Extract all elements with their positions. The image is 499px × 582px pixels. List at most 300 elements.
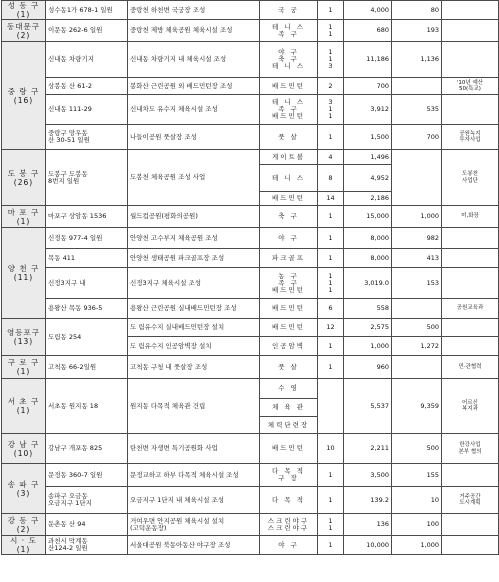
district-cell-line: 송 파 구 bbox=[7, 479, 40, 489]
district-cell-line: 구 로 구 bbox=[7, 358, 40, 367]
budget-cell: 9,359 bbox=[392, 379, 442, 434]
table-row bbox=[2, 125, 499, 150]
note-cell bbox=[442, 95, 499, 125]
location-cell bbox=[46, 206, 128, 228]
area-cell: 15,000 bbox=[344, 206, 392, 228]
location-cell bbox=[46, 150, 128, 206]
project-cell-line: 원지동 다목적 체육관 건립 bbox=[130, 401, 206, 410]
facility-cell-line: 배드민턴 bbox=[271, 112, 306, 120]
project-cell bbox=[128, 536, 260, 555]
note-cell bbox=[442, 536, 499, 555]
project-cell-line: 신내동 차량기지 내 체육시설 조성 bbox=[130, 55, 227, 63]
count-line: 1 bbox=[328, 516, 333, 525]
district-cell-line: (1) bbox=[16, 216, 31, 226]
district-cell bbox=[2, 42, 46, 150]
facility-cell bbox=[260, 20, 318, 42]
count-cell: 10 bbox=[318, 434, 344, 464]
location-cell-line: 강남구 개포동 825 bbox=[48, 444, 103, 452]
budget-cell: 500 bbox=[392, 319, 442, 337]
project-cell-line: 안양천 고수부지 체육공원 조성 bbox=[130, 233, 218, 242]
budget-cell: 535 bbox=[392, 95, 442, 125]
facility-cell bbox=[260, 487, 318, 514]
district-cell-line: (10) bbox=[13, 448, 34, 458]
budget-cell: 1,000 bbox=[392, 536, 442, 555]
note-cell-line: 본부 협의 bbox=[458, 448, 482, 455]
count-cell: 1 bbox=[318, 125, 344, 150]
facility-cell-line: 배드민턴 bbox=[271, 81, 306, 90]
table-row bbox=[2, 206, 499, 228]
location-cell-line: 이문동 262-6 일원 bbox=[48, 26, 103, 34]
project-cell bbox=[128, 299, 260, 319]
facility-cell-line: 야 구 bbox=[278, 233, 299, 242]
count-cell: 8 bbox=[318, 165, 344, 192]
facility-cell-line: 파크골프 bbox=[271, 253, 306, 262]
district-cell bbox=[2, 206, 46, 228]
area-cell: 2,211 bbox=[344, 434, 392, 464]
area-cell: 139.2 bbox=[344, 487, 392, 514]
area-cell: 1,500 bbox=[344, 125, 392, 150]
project-cell-line: 문정교하고 하부 다목적 체육시설 조성 bbox=[130, 470, 239, 479]
count-line: 1 bbox=[328, 523, 333, 532]
facility-cell bbox=[260, 42, 318, 78]
project-cell bbox=[128, 150, 260, 206]
note-cell bbox=[442, 1, 499, 20]
facility-cell-line: 구 장 bbox=[278, 474, 299, 482]
district-cell-line: (2) bbox=[16, 524, 31, 534]
table-row bbox=[2, 78, 499, 95]
project-cell bbox=[128, 228, 260, 249]
location-cell bbox=[46, 95, 128, 125]
facility-cell-line: 배드민턴 bbox=[271, 194, 306, 202]
note-cell-line: 도시계획 bbox=[459, 500, 481, 506]
district-cell-line: (26) bbox=[13, 177, 34, 187]
facility-cell-line: 배드민턴 bbox=[271, 323, 306, 331]
district-cell-line: 마 포 구 bbox=[7, 207, 40, 217]
budget-cell bbox=[392, 150, 442, 206]
area-cell: 8,000 bbox=[344, 249, 392, 268]
district-cell-line: (1) bbox=[16, 545, 31, 554]
note-cell bbox=[442, 206, 499, 228]
project-cell-line: 월드컵공원(평화의공원) bbox=[130, 212, 198, 220]
count-cell: 1 bbox=[318, 206, 344, 228]
facility-cell-line: 국 궁 bbox=[278, 5, 299, 14]
count-cell: 6 bbox=[318, 299, 344, 319]
count-cell: 1 bbox=[318, 1, 344, 20]
district-cell-line: (11) bbox=[13, 273, 34, 282]
area-cell: 8,000 bbox=[344, 228, 392, 249]
area-cell: 10,000 bbox=[344, 536, 392, 555]
budget-cell: 193 bbox=[392, 20, 442, 42]
count-line: 1 bbox=[328, 22, 333, 31]
note-cell bbox=[442, 356, 499, 379]
table-row bbox=[2, 299, 499, 319]
facility-cell bbox=[260, 150, 318, 165]
note-cell-line: 민·관협력 bbox=[458, 363, 482, 370]
count-cell bbox=[318, 95, 344, 125]
project-cell bbox=[128, 1, 260, 20]
count-line: 1 bbox=[328, 105, 333, 113]
location-cell-line: 둔촌동 산 94 bbox=[48, 520, 86, 528]
note-cell-line: 투자사업 bbox=[459, 137, 481, 143]
district-cell bbox=[2, 464, 46, 514]
budget-cell: 500 bbox=[392, 434, 442, 464]
facility-cell-line: 다 목 적 bbox=[272, 467, 305, 475]
district-cell bbox=[2, 514, 46, 536]
note-cell bbox=[442, 464, 499, 487]
project-cell bbox=[128, 42, 260, 78]
note-cell bbox=[442, 150, 499, 206]
facility-cell bbox=[260, 78, 318, 95]
project-cell-line: 탄천변 자생변 특기공원화 사업 bbox=[130, 444, 218, 452]
facility-cell-line: 야 구 bbox=[278, 540, 299, 549]
note-cell-line: 공원교육과 bbox=[456, 305, 484, 312]
note-cell-line: 공원녹지 bbox=[459, 130, 481, 137]
location-cell-line: 성수동1가 678-1 일원 bbox=[48, 5, 113, 14]
count-cell: 1 bbox=[318, 228, 344, 249]
count-cell: 1 bbox=[318, 487, 344, 514]
note-cell-line: 미,화장 bbox=[461, 213, 479, 220]
note-cell bbox=[442, 268, 499, 299]
facility-cell-line: 체력단련장 bbox=[267, 420, 310, 429]
location-cell bbox=[46, 268, 128, 299]
location-cell bbox=[46, 1, 128, 20]
facility-cell-line: 체 육 관 bbox=[272, 403, 305, 411]
note-cell bbox=[442, 228, 499, 249]
facility-cell-line: 테 니 스 bbox=[272, 173, 305, 182]
project-cell bbox=[128, 319, 260, 337]
table-row bbox=[2, 464, 499, 487]
location-cell bbox=[46, 125, 128, 150]
table-row bbox=[2, 20, 499, 42]
project-cell bbox=[128, 514, 260, 536]
count-line: 1 bbox=[328, 48, 333, 56]
facility-cell-line: 테 니 스 bbox=[272, 22, 305, 31]
location-cell bbox=[46, 319, 128, 356]
facility-cell bbox=[260, 206, 318, 228]
location-cell-line: 고척동 66-2일원 bbox=[48, 362, 97, 371]
district-cell-line: (1) bbox=[16, 406, 31, 415]
facility-cell-line: 다 목 적 bbox=[272, 495, 305, 504]
district-cell-line: (1) bbox=[16, 10, 31, 19]
count-cell: 1 bbox=[318, 536, 344, 555]
location-cell bbox=[46, 20, 128, 42]
location-cell bbox=[46, 487, 128, 514]
location-cell bbox=[46, 464, 128, 487]
location-cell-line: 서초동 원지동 18 bbox=[48, 401, 99, 410]
location-cell bbox=[46, 228, 128, 249]
area-cell: 1,000 bbox=[344, 337, 392, 356]
location-cell bbox=[46, 514, 128, 536]
table-row bbox=[2, 536, 499, 555]
facility-cell bbox=[260, 319, 318, 337]
facility-cell-line: 스크린야구 bbox=[267, 523, 310, 532]
location-cell-line: 마포구 상암동 1536 bbox=[48, 212, 107, 220]
area-cell: 11,186 bbox=[344, 42, 392, 78]
facility-cell bbox=[260, 249, 318, 268]
project-cell-line: 도 림유수지 인공암벽장 설치 bbox=[130, 341, 212, 350]
note-cell bbox=[442, 434, 499, 464]
project-cell bbox=[128, 356, 260, 379]
note-cell bbox=[442, 249, 499, 268]
project-cell-line: 신정3지구 체육시설 조성 bbox=[130, 278, 202, 287]
table-row bbox=[2, 42, 499, 78]
facility-cell-line: 배드민턴 bbox=[271, 285, 306, 294]
project-cell bbox=[128, 249, 260, 268]
area-cell: 3,912 bbox=[344, 95, 392, 125]
area-cell: 5,537 bbox=[344, 379, 392, 434]
note-cell bbox=[442, 78, 499, 95]
project-cell-line: 중랑천 하천변 국궁장 조성 bbox=[130, 5, 206, 14]
budget-cell bbox=[392, 356, 442, 379]
district-cell-line: 강 동 구 bbox=[7, 515, 40, 525]
facility-cell-line: 스크린야구 bbox=[267, 516, 310, 525]
note-cell bbox=[442, 125, 499, 150]
district-cell bbox=[2, 20, 46, 42]
count-line: 3 bbox=[328, 62, 333, 70]
location-cell-line: 도림동 254 bbox=[48, 332, 82, 341]
location-cell bbox=[46, 78, 128, 95]
note-cell bbox=[442, 299, 499, 319]
project-cell bbox=[128, 337, 260, 356]
facility-cell-line: 인공암벽 bbox=[271, 341, 306, 350]
location-cell-line: 산 30-51 일원 bbox=[48, 136, 90, 144]
facility-cell-line: 배드민턴 bbox=[271, 444, 306, 452]
facility-cell bbox=[260, 228, 318, 249]
table-row bbox=[2, 150, 499, 165]
district-cell-line: (16) bbox=[13, 95, 34, 105]
facility-cell bbox=[260, 1, 318, 20]
note-cell bbox=[442, 20, 499, 42]
facility-cell bbox=[260, 268, 318, 299]
note-cell-line: 도봉천 bbox=[462, 171, 478, 177]
area-cell: 4,000 bbox=[344, 1, 392, 20]
project-cell bbox=[128, 487, 260, 514]
budget-cell bbox=[392, 299, 442, 319]
table-row bbox=[2, 1, 499, 20]
project-cell bbox=[128, 379, 260, 434]
table-row bbox=[2, 249, 499, 268]
note-cell-line: 50(특교) bbox=[459, 86, 481, 92]
location-cell bbox=[46, 356, 128, 379]
district-cell-line: (1) bbox=[16, 367, 31, 376]
project-cell bbox=[128, 434, 260, 464]
budget-cell: 700 bbox=[392, 125, 442, 150]
facility-cell bbox=[260, 379, 318, 399]
table-row bbox=[2, 319, 499, 337]
area-cell: 3,019.0 bbox=[344, 268, 392, 299]
location-cell-line: 송파구 오금동 bbox=[48, 492, 88, 500]
location-cell bbox=[46, 434, 128, 464]
count-line: 1 bbox=[328, 271, 333, 280]
location-cell-line: 신내동 111-29 bbox=[48, 105, 92, 113]
table-row bbox=[2, 379, 499, 399]
budget-cell: 155 bbox=[392, 464, 442, 487]
count-line: 1 bbox=[328, 55, 333, 63]
note-cell bbox=[442, 319, 499, 337]
district-cell-line: 강 남 구 bbox=[7, 439, 40, 449]
table-row bbox=[2, 514, 499, 536]
count-cell bbox=[318, 514, 344, 536]
table-row bbox=[2, 228, 499, 249]
facility-cell-line: 배드민턴 bbox=[271, 304, 306, 312]
facility-cell bbox=[260, 95, 318, 125]
location-cell-line: 오금지구 1단지 bbox=[48, 499, 92, 507]
district-cell-line: 영등포구 bbox=[7, 328, 40, 337]
facility-cell bbox=[260, 417, 318, 434]
project-cell-line: 안양천 생태공원 파크골프장 조성 bbox=[130, 253, 225, 262]
facility-cell bbox=[260, 514, 318, 536]
count-cell: 1 bbox=[318, 464, 344, 487]
facility-cell-line: 축 구 bbox=[278, 55, 299, 63]
area-cell: 136 bbox=[344, 514, 392, 536]
table-row bbox=[2, 95, 499, 125]
note-cell-line: 사업단 bbox=[462, 177, 478, 184]
project-cell-line: 중랑천 제방 체육공원 체육시설 조성 bbox=[130, 26, 233, 34]
project-cell bbox=[128, 125, 260, 150]
location-cell bbox=[46, 379, 128, 434]
budget-cell: 153 bbox=[392, 268, 442, 299]
count-line: 1 bbox=[328, 29, 333, 38]
location-cell bbox=[46, 42, 128, 78]
district-cell bbox=[2, 536, 46, 555]
facility-cell bbox=[260, 299, 318, 319]
budget-cell: 10 bbox=[392, 487, 442, 514]
district-cell-line: 시 · 도 bbox=[10, 536, 37, 545]
area-cell: 680 bbox=[344, 20, 392, 42]
count-cell: 2 bbox=[318, 78, 344, 95]
count-line: 1 bbox=[328, 285, 333, 294]
project-cell-line: 고척동 구청 내 풋살장 조성 bbox=[130, 362, 208, 371]
budget-cell: 1,272 bbox=[392, 337, 442, 356]
budget-cell bbox=[392, 78, 442, 95]
project-cell-line: 오금지구 1단지 내 체육시설 조성 bbox=[130, 495, 225, 504]
note-cell-line: 한강사업 bbox=[459, 442, 481, 448]
table-row bbox=[2, 434, 499, 464]
count-cell bbox=[318, 42, 344, 78]
budget-cell: 1,000 bbox=[392, 206, 442, 228]
facility-cell-line: 족 구 bbox=[278, 278, 299, 287]
facility-cell-line: 야 구 bbox=[278, 48, 299, 56]
location-cell bbox=[46, 536, 128, 555]
table-row bbox=[2, 356, 499, 379]
project-cell-line: 거여우면 안지공원 체육시설 설치 bbox=[130, 516, 225, 525]
project-cell-line: 신내차도 유수지 체육시설 조성 bbox=[130, 105, 218, 113]
note-cell-line: 복지과 bbox=[462, 406, 478, 412]
area-cell: 4,952 bbox=[344, 165, 392, 192]
project-cell bbox=[128, 464, 260, 487]
location-cell-line: 도봉구 도봉동 bbox=[48, 169, 88, 178]
facility-cell-line: 축 구 bbox=[278, 212, 299, 220]
project-cell-line: 도봉천 체육공원 조성 사업 bbox=[130, 173, 206, 181]
area-cell: 2,575 bbox=[344, 319, 392, 337]
project-cell bbox=[128, 20, 260, 42]
location-cell-line: 용왕산 목동 936-5 bbox=[48, 304, 103, 312]
location-cell-line: 상봉동 산 61-2 bbox=[48, 81, 93, 90]
note-cell bbox=[442, 514, 499, 536]
location-cell bbox=[46, 299, 128, 319]
sports-facility-table bbox=[1, 0, 499, 555]
area-cell: 700 bbox=[344, 78, 392, 95]
note-cell-line: '10년 예산 bbox=[456, 79, 484, 86]
location-cell-line: 8번지 일원 bbox=[48, 176, 80, 185]
location-cell-line: 중랑구 망우동 bbox=[48, 129, 88, 137]
project-cell bbox=[128, 95, 260, 125]
count-cell bbox=[318, 379, 344, 434]
location-cell-line: 산124-2 일원 bbox=[48, 544, 88, 552]
district-cell-line: (2) bbox=[16, 30, 31, 40]
project-cell-line: 봉화산 근린공원 외 배드민턴장 조성 bbox=[130, 81, 233, 90]
facility-cell bbox=[260, 464, 318, 487]
facility-cell-line: 풋 살 bbox=[278, 362, 299, 371]
district-cell-line: 서 초 구 bbox=[7, 397, 40, 406]
facility-cell-line: 테 니 스 bbox=[272, 98, 305, 106]
note-cell bbox=[442, 42, 499, 78]
count-line: 1 bbox=[328, 112, 333, 120]
facility-cell-line: 풋 살 bbox=[278, 132, 299, 141]
note-cell bbox=[442, 337, 499, 356]
project-cell-line: 서울대공원 북동아동산 야구장 조성 bbox=[130, 540, 231, 549]
project-cell-line: 도 림유수지 실내배드민턴장 설치 bbox=[130, 323, 225, 331]
area-cell: 558 bbox=[344, 299, 392, 319]
district-cell bbox=[2, 319, 46, 356]
budget-cell: 80 bbox=[392, 1, 442, 20]
facility-cell bbox=[260, 434, 318, 464]
facility-cell bbox=[260, 165, 318, 192]
count-cell: 12 bbox=[318, 319, 344, 337]
project-cell-line: 나들이공원 풋살장 조성 bbox=[130, 132, 197, 141]
facility-cell-line: 족 구 bbox=[278, 105, 299, 113]
budget-cell: 413 bbox=[392, 249, 442, 268]
area-cell: 1,496 bbox=[344, 150, 392, 165]
location-cell-line: 과천시 막계동 bbox=[48, 537, 88, 545]
facility-cell-line: 족 구 bbox=[278, 29, 299, 38]
count-cell: 4 bbox=[318, 150, 344, 165]
district-cell-line: 동대문구 bbox=[7, 21, 40, 31]
district-cell-line: 도 봉 구 bbox=[7, 168, 40, 178]
area-cell: 960 bbox=[344, 356, 392, 379]
district-cell-line: 양 천 구 bbox=[7, 264, 40, 273]
note-cell bbox=[442, 487, 499, 514]
count-line: 3 bbox=[328, 98, 333, 106]
district-cell bbox=[2, 434, 46, 464]
count-cell: 1 bbox=[318, 249, 344, 268]
location-cell-line: 신내동 차량기지 bbox=[48, 55, 95, 63]
count-cell bbox=[318, 20, 344, 42]
table-row bbox=[2, 268, 499, 299]
location-cell-line: 신정3지구 내 bbox=[48, 278, 86, 287]
project-cell bbox=[128, 268, 260, 299]
area-cell: 2,186 bbox=[344, 192, 392, 206]
district-cell-line: (3) bbox=[16, 488, 31, 498]
count-cell: 14 bbox=[318, 192, 344, 206]
district-cell bbox=[2, 150, 46, 206]
district-cell bbox=[2, 228, 46, 319]
note-cell-line: 어르신 bbox=[462, 399, 478, 406]
facility-cell bbox=[260, 536, 318, 555]
note-cell bbox=[442, 379, 499, 434]
facility-cell bbox=[260, 399, 318, 417]
count-line: 1 bbox=[328, 278, 333, 287]
location-cell-line: 문정동 360-7 일원 bbox=[48, 470, 103, 479]
budget-cell: 1,136 bbox=[392, 42, 442, 78]
table-row bbox=[2, 487, 499, 514]
count-cell: 1 bbox=[318, 356, 344, 379]
project-cell-line: 용왕산 근린공원 실내배드민턴장 조성 bbox=[130, 304, 237, 312]
project-cell bbox=[128, 78, 260, 95]
district-cell-line: 성 동 구 bbox=[7, 1, 40, 10]
facility-cell bbox=[260, 337, 318, 356]
count-cell: 1 bbox=[318, 337, 344, 356]
